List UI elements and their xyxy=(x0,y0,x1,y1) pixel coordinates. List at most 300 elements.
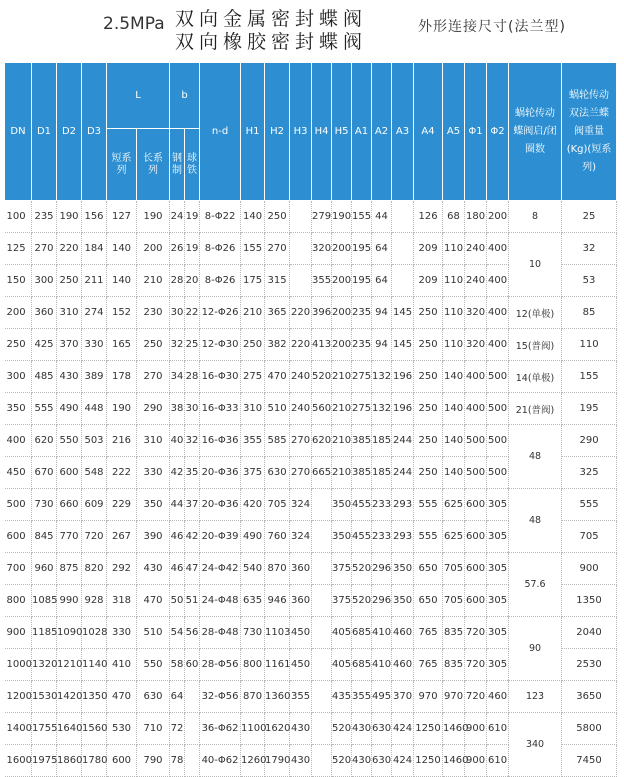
cell-d3: 156 xyxy=(82,201,107,233)
cell-p1: 900 xyxy=(465,745,487,777)
cell-ll: 470 xyxy=(137,585,170,617)
col-d2: D2 xyxy=(57,63,82,201)
cell-h1: 375 xyxy=(241,457,265,489)
cell-h4: 520 xyxy=(312,361,332,393)
cell-h3 xyxy=(290,265,312,297)
cell-ls: 178 xyxy=(107,361,137,393)
cell-weight: 290 xyxy=(562,425,617,457)
cell-d2: 190 xyxy=(57,201,82,233)
cell-h2: 250 xyxy=(265,201,290,233)
cell-h4: 355 xyxy=(312,265,332,297)
cell-turns: 48 xyxy=(509,489,562,553)
col-b-iron: 球铁 xyxy=(185,129,200,201)
cell-h5: 435 xyxy=(332,681,352,713)
cell-a2: 495 xyxy=(372,681,392,713)
cell-ll: 790 xyxy=(137,745,170,777)
cell-bs: 28 xyxy=(170,265,185,297)
cell-a1: 520 xyxy=(352,553,372,585)
cell-dn: 500 xyxy=(5,489,32,521)
cell-d1: 360 xyxy=(32,297,57,329)
col-a5: A5 xyxy=(443,63,465,201)
cell-d1: 845 xyxy=(32,521,57,553)
cell-h5: 200 xyxy=(332,297,352,329)
cell-a3: 350 xyxy=(392,553,414,585)
cell-a5: 835 xyxy=(443,649,465,681)
cell-bs: 42 xyxy=(170,457,185,489)
cell-bs: 46 xyxy=(170,521,185,553)
cell-a3: 196 xyxy=(392,393,414,425)
cell-h4 xyxy=(312,489,332,521)
cell-d1: 1085 xyxy=(32,585,57,617)
cell-d2: 875 xyxy=(57,553,82,585)
cell-a4: 250 xyxy=(414,297,443,329)
cell-a4: 209 xyxy=(414,265,443,297)
cell-ll: 190 xyxy=(137,201,170,233)
col-a1: A1 xyxy=(352,63,372,201)
cell-dn: 1600 xyxy=(5,745,32,777)
cell-weight: 325 xyxy=(562,457,617,489)
cell-p2: 400 xyxy=(487,329,509,361)
col-a4: A4 xyxy=(414,63,443,201)
cell-h1: 800 xyxy=(241,649,265,681)
cell-p2: 500 xyxy=(487,425,509,457)
cell-h4 xyxy=(312,553,332,585)
cell-a3: 293 xyxy=(392,521,414,553)
cell-ll: 250 xyxy=(137,329,170,361)
cell-h4: 279 xyxy=(312,201,332,233)
cell-p1: 600 xyxy=(465,553,487,585)
cell-d3: 720 xyxy=(82,521,107,553)
cell-h1: 420 xyxy=(241,489,265,521)
cell-h3: 220 xyxy=(290,329,312,361)
cell-a5: 705 xyxy=(443,585,465,617)
cell-dn: 450 xyxy=(5,457,32,489)
cell-p1: 720 xyxy=(465,681,487,713)
cell-h3: 430 xyxy=(290,713,312,745)
cell-a5: 140 xyxy=(443,393,465,425)
cell-a4: 126 xyxy=(414,201,443,233)
cell-a3: 424 xyxy=(392,745,414,777)
cell-ls: 600 xyxy=(107,745,137,777)
col-h5: H5 xyxy=(332,63,352,201)
cell-bs: 24 xyxy=(170,201,185,233)
cell-d2: 600 xyxy=(57,457,82,489)
table-subtitle: 外形连接尺寸(法兰型) xyxy=(418,19,566,35)
cell-h3: 270 xyxy=(290,457,312,489)
cell-a2: 185 xyxy=(372,425,392,457)
cell-a2: 132 xyxy=(372,361,392,393)
cell-dn: 400 xyxy=(5,425,32,457)
cell-d3: 330 xyxy=(82,329,107,361)
col-d3: D3 xyxy=(82,63,107,201)
cell-p2: 400 xyxy=(487,233,509,265)
cell-a3: 196 xyxy=(392,361,414,393)
cell-nd: 8-Φ22 xyxy=(200,201,241,233)
cell-a4: 555 xyxy=(414,489,443,521)
cell-h2: 1360 xyxy=(265,681,290,713)
cell-d2: 550 xyxy=(57,425,82,457)
cell-d3: 274 xyxy=(82,297,107,329)
cell-h3: 360 xyxy=(290,553,312,585)
cell-p1: 500 xyxy=(465,457,487,489)
title-block xyxy=(0,0,624,62)
cell-d1: 485 xyxy=(32,361,57,393)
cell-ls: 152 xyxy=(107,297,137,329)
cell-h1: 540 xyxy=(241,553,265,585)
valve-name-metal: 双向金属密封蝶阀 xyxy=(175,8,368,30)
cell-h1: 1260 xyxy=(241,745,265,777)
cell-h1: 155 xyxy=(241,233,265,265)
cell-bs: 32 xyxy=(170,329,185,361)
cell-p2: 305 xyxy=(487,649,509,681)
cell-a5: 1460 xyxy=(443,713,465,745)
cell-d2: 1640 xyxy=(57,713,82,745)
valve-name-rubber: 双向橡胶密封蝶阀 xyxy=(175,31,368,53)
cell-ll: 350 xyxy=(137,489,170,521)
cell-a5: 110 xyxy=(443,297,465,329)
cell-d2: 1090 xyxy=(57,617,82,649)
cell-ll: 550 xyxy=(137,649,170,681)
cell-a4: 250 xyxy=(414,393,443,425)
cell-p1: 720 xyxy=(465,649,487,681)
cell-a5: 68 xyxy=(443,201,465,233)
cell-d2: 310 xyxy=(57,297,82,329)
cell-h1: 140 xyxy=(241,201,265,233)
cell-h2: 1103 xyxy=(265,617,290,649)
cell-turns: 10 xyxy=(509,233,562,297)
cell-dn: 125 xyxy=(5,233,32,265)
col-a2: A2 xyxy=(372,63,392,201)
cell-d2: 490 xyxy=(57,393,82,425)
cell-a1: 430 xyxy=(352,745,372,777)
cell-ll: 630 xyxy=(137,681,170,713)
cell-a2: 185 xyxy=(372,457,392,489)
col-dn: DN xyxy=(5,63,32,201)
cell-weight: 85 xyxy=(562,297,617,329)
cell-turns: 340 xyxy=(509,713,562,777)
cell-bs: 64 xyxy=(170,681,185,713)
cell-a4: 209 xyxy=(414,233,443,265)
cell-a5: 140 xyxy=(443,457,465,489)
table-row xyxy=(5,201,617,233)
cell-bi: 35 xyxy=(185,457,200,489)
cell-bi: 47 xyxy=(185,553,200,585)
cell-a1: 385 xyxy=(352,457,372,489)
cell-h4 xyxy=(312,649,332,681)
cell-h1: 250 xyxy=(241,329,265,361)
cell-a3: 460 xyxy=(392,617,414,649)
cell-bi xyxy=(185,681,200,713)
cell-weight: 900 xyxy=(562,553,617,585)
cell-nd: 8-Φ26 xyxy=(200,233,241,265)
cell-a2: 410 xyxy=(372,649,392,681)
cell-h5: 350 xyxy=(332,489,352,521)
cell-h4 xyxy=(312,745,332,777)
cell-weight: 1350 xyxy=(562,585,617,617)
cell-weight: 2040 xyxy=(562,617,617,649)
cell-a1: 685 xyxy=(352,649,372,681)
cell-h5: 200 xyxy=(332,233,352,265)
cell-a4: 1250 xyxy=(414,745,443,777)
cell-d3: 1780 xyxy=(82,745,107,777)
cell-a2: 64 xyxy=(372,233,392,265)
cell-turns: 21(普阀) xyxy=(509,393,562,425)
cell-a3 xyxy=(392,233,414,265)
col-l-short: 短系列 xyxy=(107,129,137,201)
cell-bi: 19 xyxy=(185,233,200,265)
cell-bi: 51 xyxy=(185,585,200,617)
cell-nd: 16-Φ30 xyxy=(200,361,241,393)
cell-dn: 700 xyxy=(5,553,32,585)
cell-h5: 375 xyxy=(332,553,352,585)
cell-a1: 275 xyxy=(352,361,372,393)
cell-weight: 32 xyxy=(562,233,617,265)
cell-h2: 870 xyxy=(265,553,290,585)
cell-ls: 330 xyxy=(107,617,137,649)
cell-bs: 46 xyxy=(170,553,185,585)
cell-bs: 30 xyxy=(170,297,185,329)
cell-dn: 600 xyxy=(5,521,32,553)
cell-a5: 970 xyxy=(443,681,465,713)
cell-a5: 140 xyxy=(443,425,465,457)
cell-h2: 365 xyxy=(265,297,290,329)
cell-ll: 290 xyxy=(137,393,170,425)
cell-h4: 560 xyxy=(312,393,332,425)
cell-bs: 78 xyxy=(170,745,185,777)
cell-h4: 396 xyxy=(312,297,332,329)
cell-h5: 210 xyxy=(332,457,352,489)
cell-bi xyxy=(185,713,200,745)
col-nd: n-d xyxy=(200,63,241,201)
cell-a5: 110 xyxy=(443,233,465,265)
cell-p2: 305 xyxy=(487,521,509,553)
cell-h5: 210 xyxy=(332,393,352,425)
cell-a5: 1460 xyxy=(443,745,465,777)
cell-p2: 610 xyxy=(487,713,509,745)
cell-weight: 3650 xyxy=(562,681,617,713)
cell-dn: 1000 xyxy=(5,649,32,681)
cell-dn: 1200 xyxy=(5,681,32,713)
cell-h1: 730 xyxy=(241,617,265,649)
cell-a1: 155 xyxy=(352,201,372,233)
cell-h2: 382 xyxy=(265,329,290,361)
cell-ll: 310 xyxy=(137,425,170,457)
cell-d1: 555 xyxy=(32,393,57,425)
cell-h3: 450 xyxy=(290,617,312,649)
cell-a5: 625 xyxy=(443,521,465,553)
cell-dn: 350 xyxy=(5,393,32,425)
cell-a4: 250 xyxy=(414,457,443,489)
cell-p1: 500 xyxy=(465,425,487,457)
cell-ll: 270 xyxy=(137,361,170,393)
cell-dn: 250 xyxy=(5,329,32,361)
cell-a1: 385 xyxy=(352,425,372,457)
cell-a4: 1250 xyxy=(414,713,443,745)
cell-p2: 305 xyxy=(487,553,509,585)
cell-bs: 26 xyxy=(170,233,185,265)
cell-h5: 200 xyxy=(332,329,352,361)
cell-dn: 800 xyxy=(5,585,32,617)
cell-p2: 200 xyxy=(487,201,509,233)
cell-p2: 500 xyxy=(487,457,509,489)
cell-h4: 413 xyxy=(312,329,332,361)
cell-p2: 305 xyxy=(487,489,509,521)
cell-a3: 244 xyxy=(392,457,414,489)
cell-h4 xyxy=(312,681,332,713)
cell-bs: 72 xyxy=(170,713,185,745)
cell-d1: 235 xyxy=(32,201,57,233)
col-h1: H1 xyxy=(241,63,265,201)
cell-dn: 150 xyxy=(5,265,32,297)
cell-h1: 275 xyxy=(241,361,265,393)
table-row xyxy=(5,489,617,521)
cell-h2: 1620 xyxy=(265,713,290,745)
cell-h3: 324 xyxy=(290,489,312,521)
cell-a4: 650 xyxy=(414,553,443,585)
cell-p1: 400 xyxy=(465,361,487,393)
cell-d1: 1755 xyxy=(32,713,57,745)
cell-bs: 50 xyxy=(170,585,185,617)
cell-p2: 500 xyxy=(487,393,509,425)
cell-a3: 370 xyxy=(392,681,414,713)
cell-h3 xyxy=(290,233,312,265)
cell-h4 xyxy=(312,521,332,553)
table-row xyxy=(5,393,617,425)
cell-h4: 320 xyxy=(312,233,332,265)
cell-ll: 200 xyxy=(137,233,170,265)
cell-d1: 730 xyxy=(32,489,57,521)
cell-p1: 400 xyxy=(465,393,487,425)
cell-h5: 350 xyxy=(332,521,352,553)
table-row xyxy=(5,361,617,393)
cell-h1: 1100 xyxy=(241,713,265,745)
col-a3: A3 xyxy=(392,63,414,201)
cell-a2: 64 xyxy=(372,265,392,297)
cell-a4: 765 xyxy=(414,649,443,681)
cell-ls: 229 xyxy=(107,489,137,521)
cell-d3: 184 xyxy=(82,233,107,265)
cell-d3: 820 xyxy=(82,553,107,585)
col-weight: 蜗轮传动双法兰蝶阀重量(Kg)(短系列) xyxy=(562,63,617,201)
col-phi2: Φ2 xyxy=(487,63,509,201)
cell-d2: 660 xyxy=(57,489,82,521)
cell-h4: 620 xyxy=(312,425,332,457)
cell-h3: 430 xyxy=(290,745,312,777)
cell-a4: 970 xyxy=(414,681,443,713)
cell-ll: 430 xyxy=(137,553,170,585)
cell-turns: 123 xyxy=(509,681,562,713)
cell-d3: 448 xyxy=(82,393,107,425)
cell-ls: 140 xyxy=(107,233,137,265)
cell-d3: 503 xyxy=(82,425,107,457)
cell-bi xyxy=(185,745,200,777)
cell-ls: 190 xyxy=(107,393,137,425)
col-d1: D1 xyxy=(32,63,57,201)
cell-a2: 296 xyxy=(372,585,392,617)
cell-h3: 240 xyxy=(290,361,312,393)
cell-h2: 315 xyxy=(265,265,290,297)
cell-weight: 5800 xyxy=(562,713,617,745)
col-turns: 蜗轮传动蝶阀启/闭圈数 xyxy=(509,63,562,201)
cell-h2: 585 xyxy=(265,425,290,457)
cell-a4: 250 xyxy=(414,329,443,361)
cell-p1: 600 xyxy=(465,489,487,521)
cell-d2: 250 xyxy=(57,265,82,297)
cell-a2: 44 xyxy=(372,201,392,233)
cell-h3: 355 xyxy=(290,681,312,713)
cell-p2: 400 xyxy=(487,265,509,297)
cell-bs: 58 xyxy=(170,649,185,681)
cell-h1: 310 xyxy=(241,393,265,425)
cell-turns: 8 xyxy=(509,201,562,233)
cell-h5: 375 xyxy=(332,585,352,617)
cell-weight: 110 xyxy=(562,329,617,361)
cell-d2: 1420 xyxy=(57,681,82,713)
cell-d2: 990 xyxy=(57,585,82,617)
cell-ls: 267 xyxy=(107,521,137,553)
cell-a2: 410 xyxy=(372,617,392,649)
table-row xyxy=(5,681,617,713)
cell-ll: 390 xyxy=(137,521,170,553)
col-h4: H4 xyxy=(312,63,332,201)
cell-weight: 53 xyxy=(562,265,617,297)
cell-a1: 235 xyxy=(352,297,372,329)
cell-a3: 145 xyxy=(392,329,414,361)
cell-p1: 720 xyxy=(465,617,487,649)
col-phi1: Φ1 xyxy=(465,63,487,201)
cell-h5: 210 xyxy=(332,425,352,457)
cell-bi: 30 xyxy=(185,393,200,425)
col-b-steel: 钢制 xyxy=(170,129,185,201)
cell-a3: 350 xyxy=(392,585,414,617)
cell-d1: 670 xyxy=(32,457,57,489)
cell-ls: 127 xyxy=(107,201,137,233)
cell-bs: 38 xyxy=(170,393,185,425)
cell-h1: 355 xyxy=(241,425,265,457)
cell-weight: 195 xyxy=(562,393,617,425)
cell-ls: 318 xyxy=(107,585,137,617)
cell-a2: 296 xyxy=(372,553,392,585)
cell-h1: 490 xyxy=(241,521,265,553)
cell-nd: 12-Φ30 xyxy=(200,329,241,361)
cell-p1: 600 xyxy=(465,585,487,617)
cell-d3: 1028 xyxy=(82,617,107,649)
col-b-group: b xyxy=(170,63,200,129)
cell-h5: 210 xyxy=(332,361,352,393)
col-h2: H2 xyxy=(265,63,290,201)
cell-d2: 430 xyxy=(57,361,82,393)
cell-ls: 410 xyxy=(107,649,137,681)
cell-h3: 270 xyxy=(290,425,312,457)
cell-ll: 710 xyxy=(137,713,170,745)
cell-h2: 470 xyxy=(265,361,290,393)
cell-p2: 400 xyxy=(487,297,509,329)
cell-d2: 770 xyxy=(57,521,82,553)
cell-weight: 2530 xyxy=(562,649,617,681)
cell-turns: 57.6 xyxy=(509,553,562,617)
cell-bi: 19 xyxy=(185,201,200,233)
cell-ll: 210 xyxy=(137,265,170,297)
table-row xyxy=(5,617,617,649)
cell-d2: 220 xyxy=(57,233,82,265)
cell-a2: 630 xyxy=(372,713,392,745)
cell-p2: 305 xyxy=(487,617,509,649)
cell-dn: 1400 xyxy=(5,713,32,745)
cell-h4: 665 xyxy=(312,457,332,489)
cell-a1: 430 xyxy=(352,713,372,745)
cell-d3: 211 xyxy=(82,265,107,297)
table-row xyxy=(5,329,617,361)
